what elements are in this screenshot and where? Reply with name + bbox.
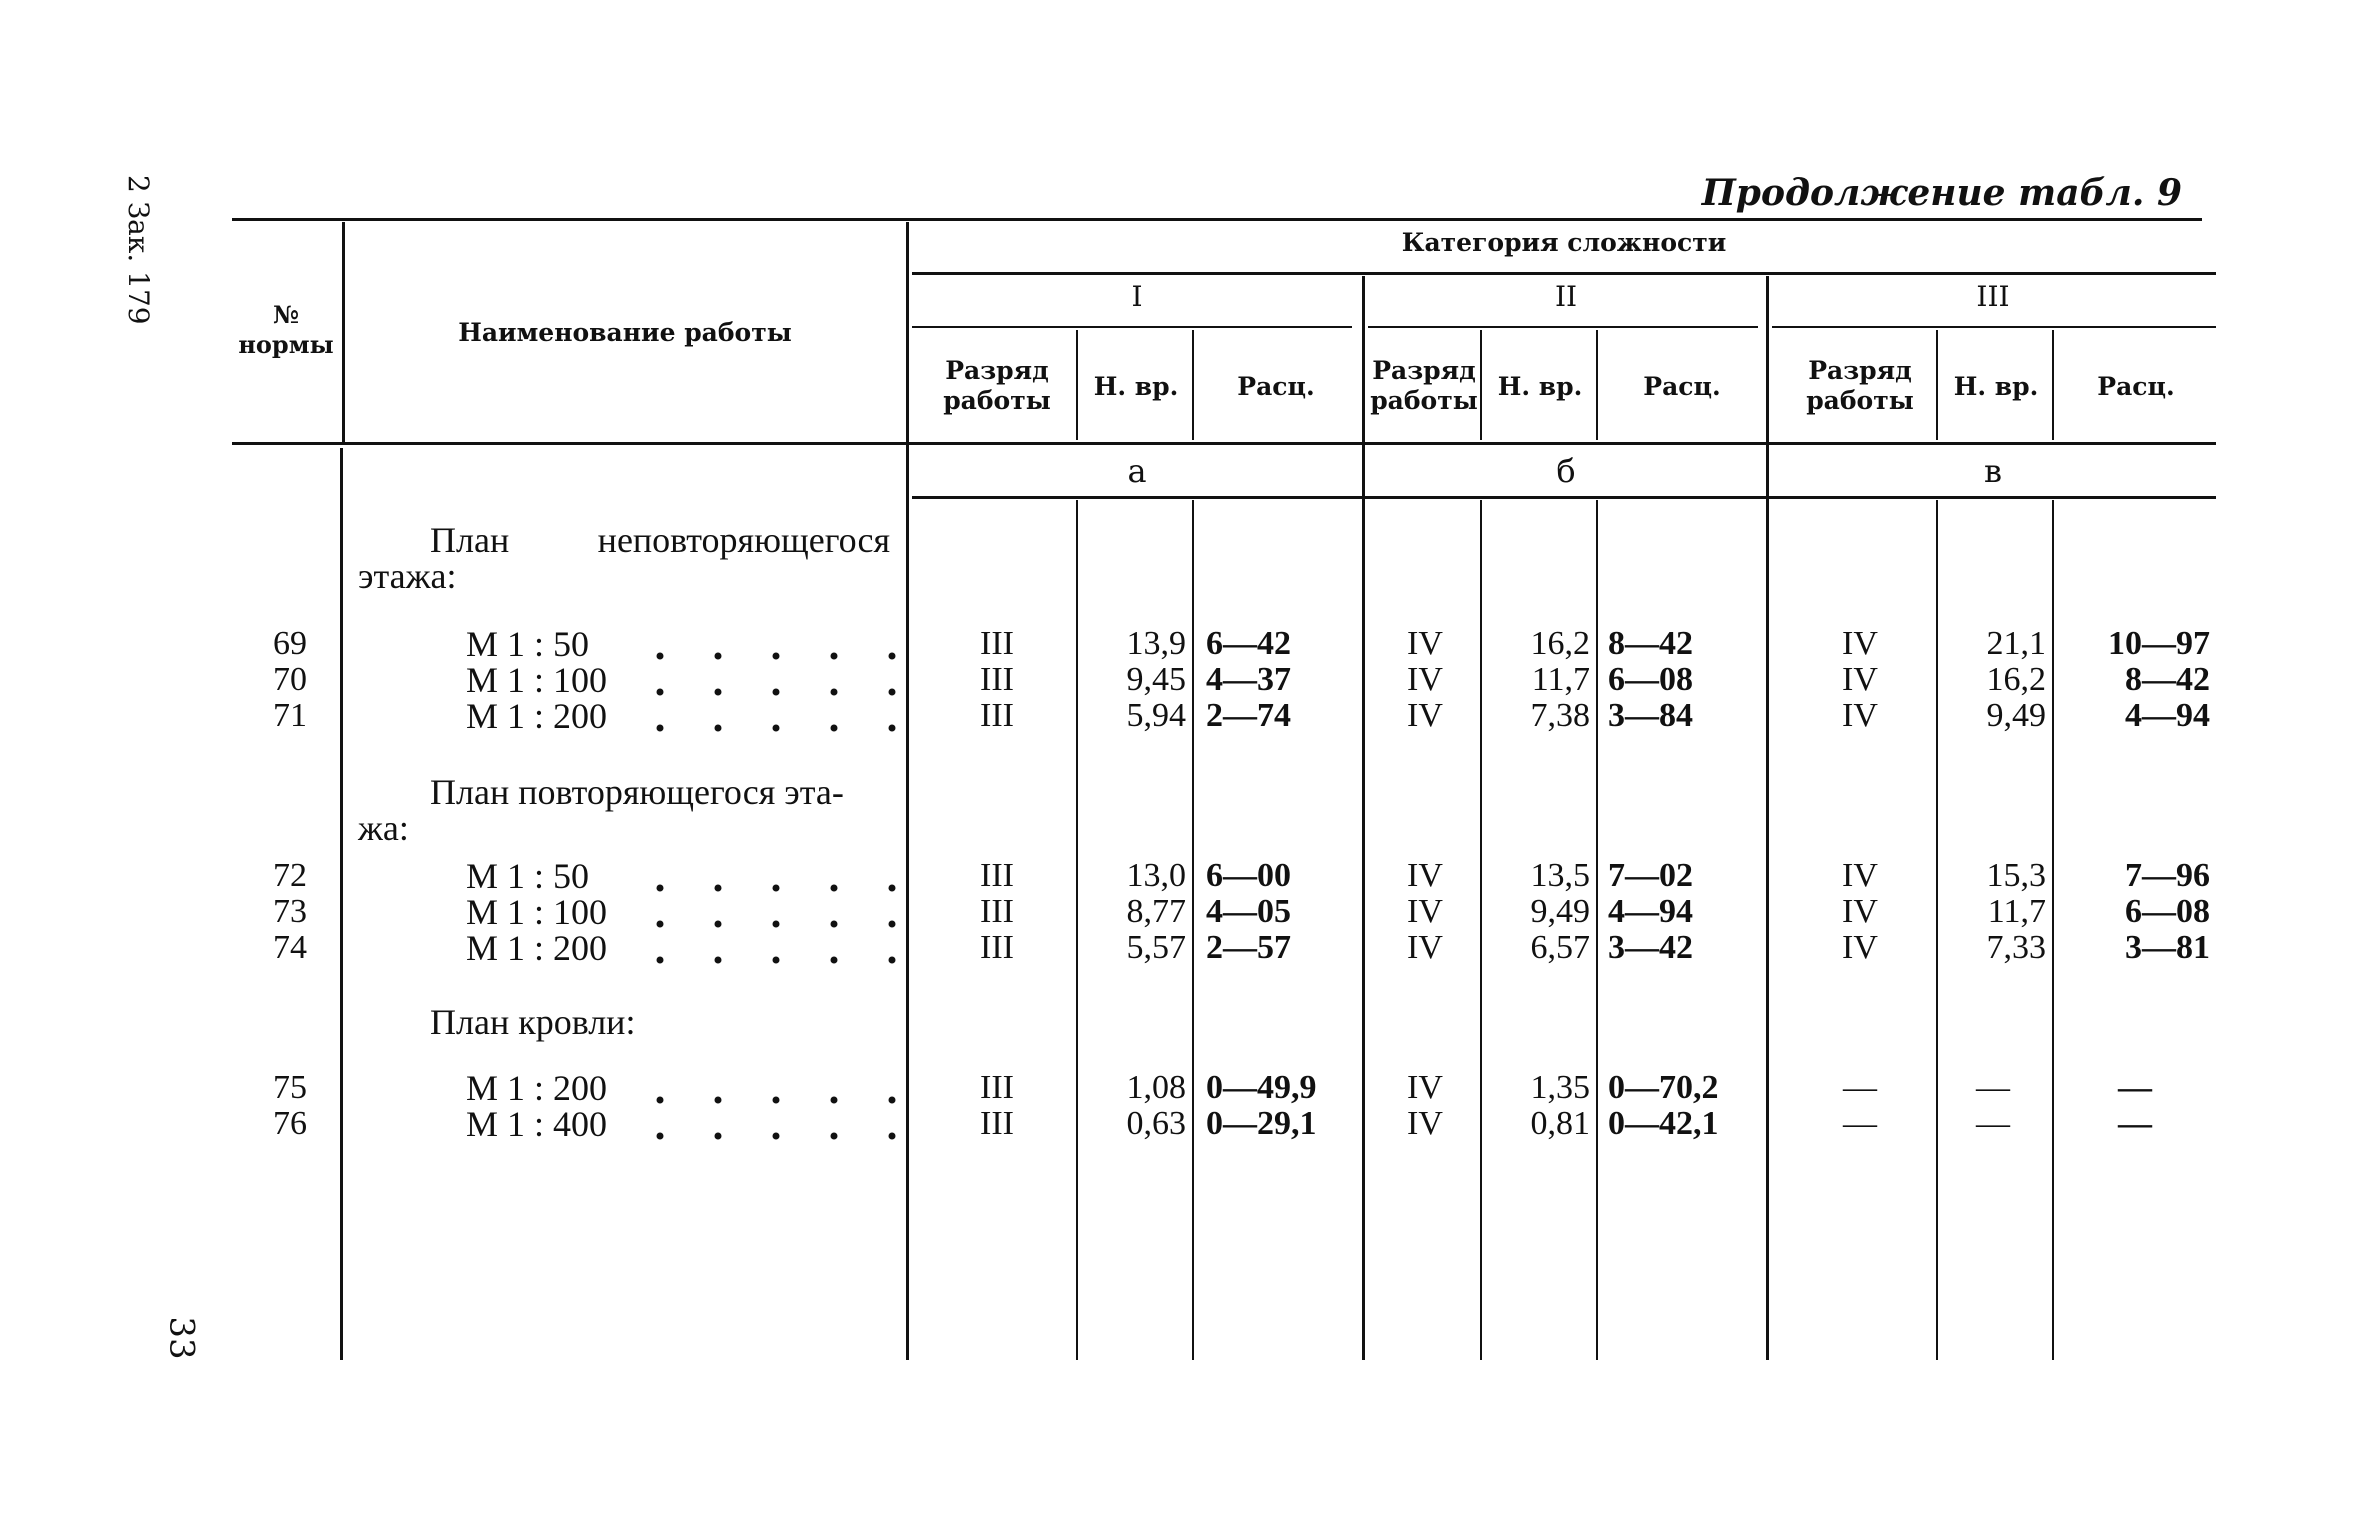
row-number: 74 — [273, 929, 307, 966]
row-cell: 0,81 — [1530, 1105, 1590, 1142]
side-text — [122, 175, 155, 325]
header-time-1: Н. вр. — [1093, 372, 1179, 401]
row-number: 72 — [273, 857, 307, 894]
row-cell: IV — [1842, 625, 1878, 662]
rule-cat-2 — [1368, 326, 1758, 328]
row-cell: 9,45 — [1126, 661, 1186, 698]
row-cell: IV — [1407, 929, 1443, 966]
row-cell: 7—02 — [1608, 857, 1693, 894]
row-cell: III — [980, 857, 1014, 894]
header-time-3: Н. вр. — [1953, 372, 2039, 401]
row-cell: III — [980, 929, 1014, 966]
row-cell: IV — [1407, 1069, 1443, 1106]
header-rate-2: Расц. — [1643, 372, 1721, 401]
row-cell: 6—42 — [1206, 625, 1291, 662]
row-cell: 5,94 — [1126, 697, 1186, 734]
row-cell: 1,35 — [1530, 1069, 1590, 1106]
vline-no — [342, 222, 345, 442]
vline-name — [906, 222, 909, 1360]
row-cell: 9,49 — [1530, 893, 1590, 930]
leader-dots-icon — [640, 926, 900, 966]
row-number: 73 — [273, 893, 307, 930]
leader-dots-icon — [640, 890, 900, 930]
header-complexity: Категория сложности — [1401, 228, 1727, 257]
header-grade-3: Разряд работы — [1806, 356, 1914, 415]
row-cell: 6,57 — [1530, 929, 1590, 966]
row-cell: 13,5 — [1530, 857, 1590, 894]
rule-top — [232, 218, 2202, 221]
section-heading-2: План повторяющегося эта- — [430, 772, 844, 812]
leader-dots — [640, 926, 900, 971]
row-number: 69 — [273, 625, 307, 662]
row-cell: IV — [1842, 857, 1878, 894]
row-cell: 13,9 — [1126, 625, 1186, 662]
row-cell: — — [2118, 1105, 2152, 1142]
row-cell: III — [980, 625, 1014, 662]
vline-h-1a — [1076, 330, 1078, 440]
row-cell: 15,3 — [1986, 857, 2046, 894]
rule-cat-3 — [1772, 326, 2216, 328]
vline-h-2b — [1596, 330, 1598, 440]
header-rate-3: Расц. — [2097, 372, 2175, 401]
row-cell: IV — [1407, 893, 1443, 930]
header-cat-1: I — [1131, 280, 1143, 313]
rule-header-bottom — [232, 442, 2216, 445]
row-cell: III — [980, 1069, 1014, 1106]
row-name: М 1 : 400 — [466, 1104, 608, 1144]
vline-b-1b — [1192, 500, 1194, 1360]
row-cell: 6—08 — [1608, 661, 1693, 698]
row-cell: 8,77 — [1126, 893, 1186, 930]
row-name: М 1 : 50 — [466, 624, 590, 664]
header-cat-3: III — [1976, 280, 2010, 313]
row-cell: 7—96 — [2125, 857, 2210, 894]
section-heading-1-line2: этажа: — [358, 556, 457, 596]
rule-complexity — [912, 272, 2216, 275]
header-grade-2: Разряд работы — [1370, 356, 1478, 415]
row-cell: IV — [1842, 929, 1878, 966]
leader-dots-icon — [640, 854, 900, 894]
leader-dots-icon — [640, 1066, 900, 1106]
row-cell: 2—74 — [1206, 697, 1291, 734]
vline-b-3a — [1936, 500, 1938, 1360]
leader-dots-icon — [640, 694, 900, 734]
letter-v: в — [1983, 452, 2002, 490]
row-cell: 11,7 — [1531, 661, 1590, 698]
leader-dots — [640, 1102, 900, 1147]
header-cat-2: II — [1554, 280, 1578, 313]
vline-b-3b — [2052, 500, 2054, 1360]
vline-h-2a — [1480, 330, 1482, 440]
row-cell: — — [2118, 1069, 2152, 1106]
section-heading-3: План кровли: — [430, 1002, 636, 1042]
row-cell: 10—97 — [2108, 625, 2210, 662]
section-heading-2-line2: жа: — [358, 808, 409, 848]
row-cell: 9,49 — [1986, 697, 2046, 734]
row-cell: 0—42,1 — [1608, 1105, 1719, 1142]
row-cell: IV — [1407, 625, 1443, 662]
row-cell: IV — [1842, 661, 1878, 698]
row-cell: IV — [1407, 857, 1443, 894]
row-cell: 0—70,2 — [1608, 1069, 1719, 1106]
row-cell: 5,57 — [1126, 929, 1186, 966]
row-cell: 11,7 — [1987, 893, 2046, 930]
row-cell: 4—94 — [1608, 893, 1693, 930]
vline-h-1b — [1192, 330, 1194, 440]
row-cell: 4—05 — [1206, 893, 1291, 930]
vline-b-1a — [1076, 500, 1078, 1360]
row-cell: III — [980, 661, 1014, 698]
vline-h-3b — [2052, 330, 2054, 440]
row-cell: 7,38 — [1530, 697, 1590, 734]
row-name: М 1 : 100 — [466, 660, 608, 700]
row-cell: 0—29,1 — [1206, 1105, 1317, 1142]
row-cell: 3—84 — [1608, 697, 1693, 734]
row-cell: — — [1976, 1105, 2010, 1142]
vline-cat3 — [1766, 276, 1769, 1360]
row-name: М 1 : 200 — [466, 928, 608, 968]
header-rate-1: Расц. — [1237, 372, 1315, 401]
row-number: 75 — [273, 1069, 307, 1106]
vline-no-body — [340, 448, 343, 1360]
row-cell: 6—08 — [2125, 893, 2210, 930]
header-norm-no: № нормы — [238, 300, 334, 359]
leader-dots-icon — [640, 622, 900, 662]
page-number: 33 — [161, 1316, 202, 1360]
row-name: М 1 : 200 — [466, 696, 608, 736]
row-cell: 4—94 — [2125, 697, 2210, 734]
row-cell: 7,33 — [1986, 929, 2046, 966]
leader-dots-icon — [640, 1102, 900, 1142]
row-cell: 3—42 — [1608, 929, 1693, 966]
row-cell: — — [1843, 1069, 1877, 1106]
letter-a: а — [1127, 452, 1147, 490]
row-cell: IV — [1842, 697, 1878, 734]
rule-cat-1 — [912, 326, 1352, 328]
header-work-name: Наименование работы — [458, 318, 792, 347]
row-cell: IV — [1407, 697, 1443, 734]
row-cell: III — [980, 697, 1014, 734]
row-cell: 13,0 — [1126, 857, 1186, 894]
row-number: 76 — [273, 1105, 307, 1142]
row-cell: 2—57 — [1206, 929, 1291, 966]
leader-dots-icon — [640, 658, 900, 698]
letter-b: б — [1556, 452, 1576, 490]
table-title: Продолжение табл. 9 — [1701, 172, 2182, 214]
row-cell: IV — [1407, 661, 1443, 698]
row-cell: 21,1 — [1986, 625, 2046, 662]
row-cell: 16,2 — [1530, 625, 1590, 662]
row-name: М 1 : 100 — [466, 892, 608, 932]
row-cell: 1,08 — [1126, 1069, 1186, 1106]
vline-b-2a — [1480, 500, 1482, 1360]
row-cell: — — [1843, 1105, 1877, 1142]
row-cell: 8—42 — [2125, 661, 2210, 698]
row-cell: III — [980, 1105, 1014, 1142]
row-name: М 1 : 50 — [466, 856, 590, 896]
row-cell: 3—81 — [2125, 929, 2210, 966]
row-cell: III — [980, 893, 1014, 930]
section-heading-1: План неповторяющегося — [430, 520, 890, 560]
row-cell: 8—42 — [1608, 625, 1693, 662]
row-cell: 4—37 — [1206, 661, 1291, 698]
side-top-text: 2 Зак. 179 — [122, 175, 155, 325]
row-name: М 1 : 200 — [466, 1068, 608, 1108]
row-cell: 6—00 — [1206, 857, 1291, 894]
row-cell: 0,63 — [1126, 1105, 1186, 1142]
rule-letters — [912, 496, 2216, 499]
leader-dots — [640, 694, 900, 739]
header-grade-1: Разряд работы — [943, 356, 1051, 415]
row-cell: IV — [1842, 893, 1878, 930]
header-time-2: Н. вр. — [1497, 372, 1583, 401]
row-cell: IV — [1407, 1105, 1443, 1142]
row-cell: 0—49,9 — [1206, 1069, 1317, 1106]
row-cell: 16,2 — [1986, 661, 2046, 698]
vline-cat2 — [1362, 276, 1365, 1360]
vline-h-3a — [1936, 330, 1938, 440]
vline-b-2b — [1596, 500, 1598, 1360]
row-number: 70 — [273, 661, 307, 698]
row-cell: — — [1976, 1069, 2010, 1106]
row-number: 71 — [273, 697, 307, 734]
